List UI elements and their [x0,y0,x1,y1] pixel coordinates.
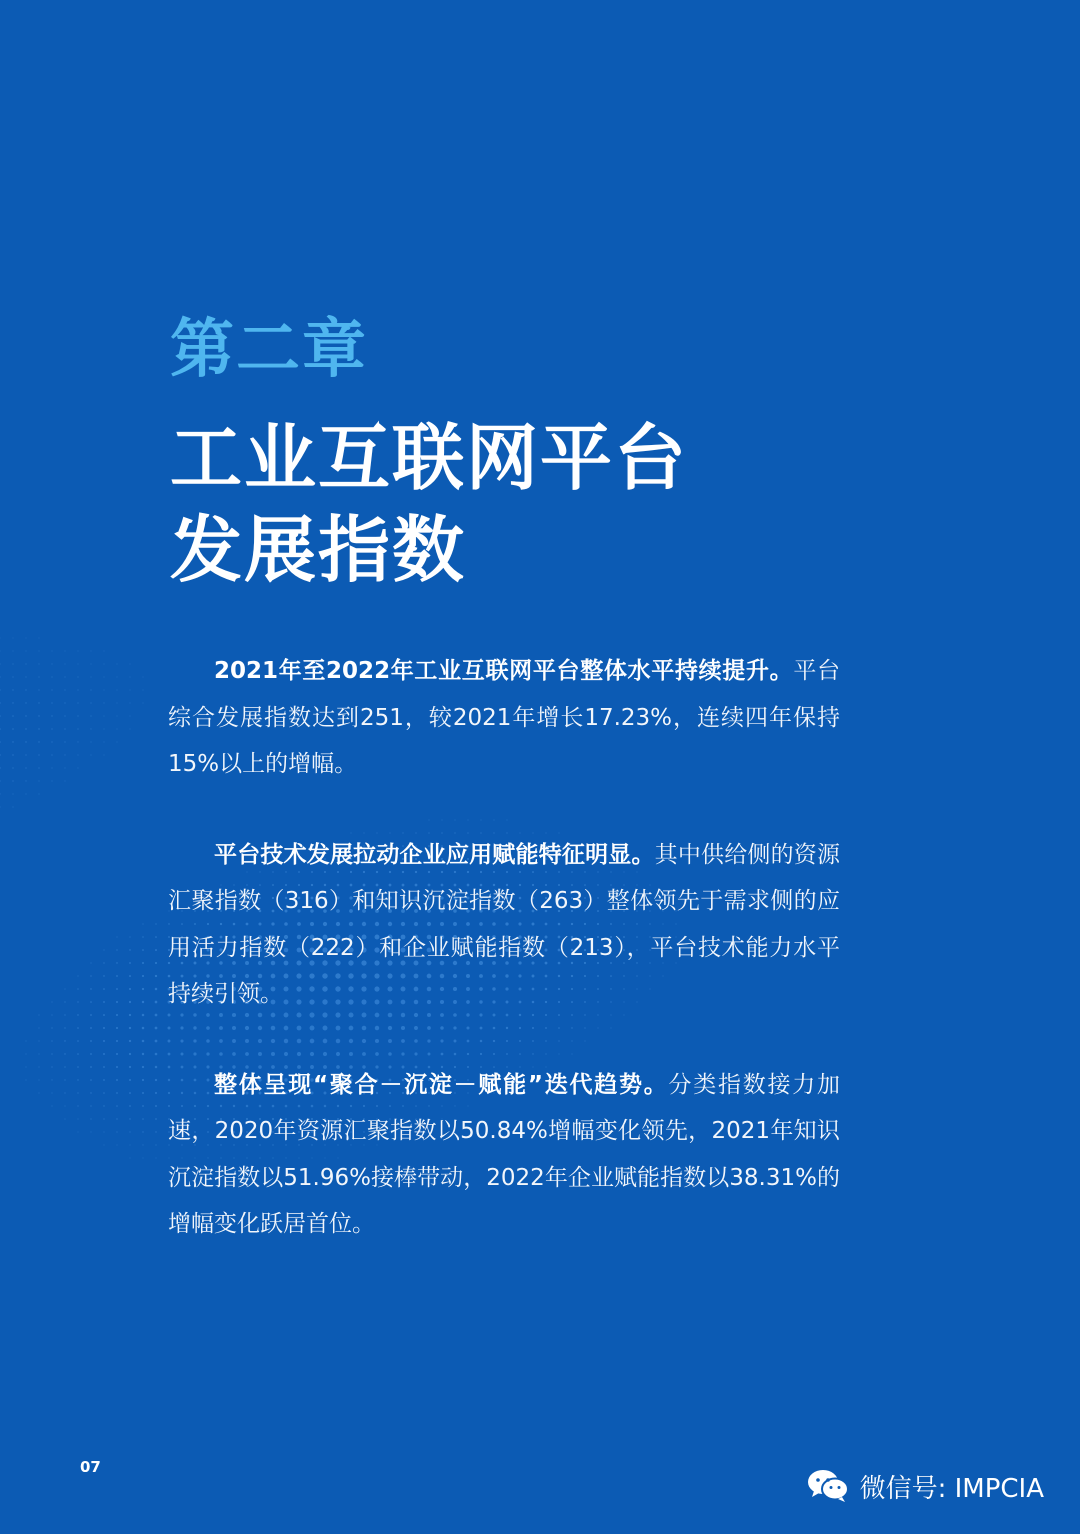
paragraph-3 [168,1062,840,1248]
wechat-icon [806,1468,850,1504]
chapter-title [170,412,688,596]
paragraph-2-text: 其中供给侧的资源汇聚指数（316）和知识沉淀指数（263）整体领先于需求侧的应用活力指数（222）和企业赋能指数（213），平台技术能力水平持续引领。 [168,841,841,1007]
paragraph-3-text: 分类指数接力加速，2020年资源汇聚指数以50.84%增幅变化领先，2021年知识沉淀指数以51.96%接棒带动，2022年企业赋能指数以38.31%的增幅变化跃居首位。 [168,1071,841,1237]
paragraph-3-lead: 整体呈现“聚合－沉淀－赋能”迭代趋势。 [214,1071,669,1098]
wechat-watermark [806,1466,1044,1506]
chapter-label: 第二章 [170,313,368,387]
paragraph-1-text: 平台综合发展指数达到251，较2021年增长17.23%，连续四年保持15%以上的增幅。 [168,658,841,777]
body-text [168,648,840,1292]
paragraph-1-lead: 2021年至2022年工业互联网平台整体水平持续提升。 [214,658,794,684]
page-number: 07 [80,1458,101,1476]
paragraph-1 [168,648,840,788]
chapter-title-line-2: 发展指数 [170,508,467,592]
chapter-title-line-1: 工业互联网平台 [170,416,689,500]
paragraph-2-lead: 平台技术发展拉动企业应用赋能特征明显。 [214,841,655,868]
wechat-label: 微信号: IMPCIA [859,1473,1044,1504]
paragraph-2 [168,832,840,1018]
